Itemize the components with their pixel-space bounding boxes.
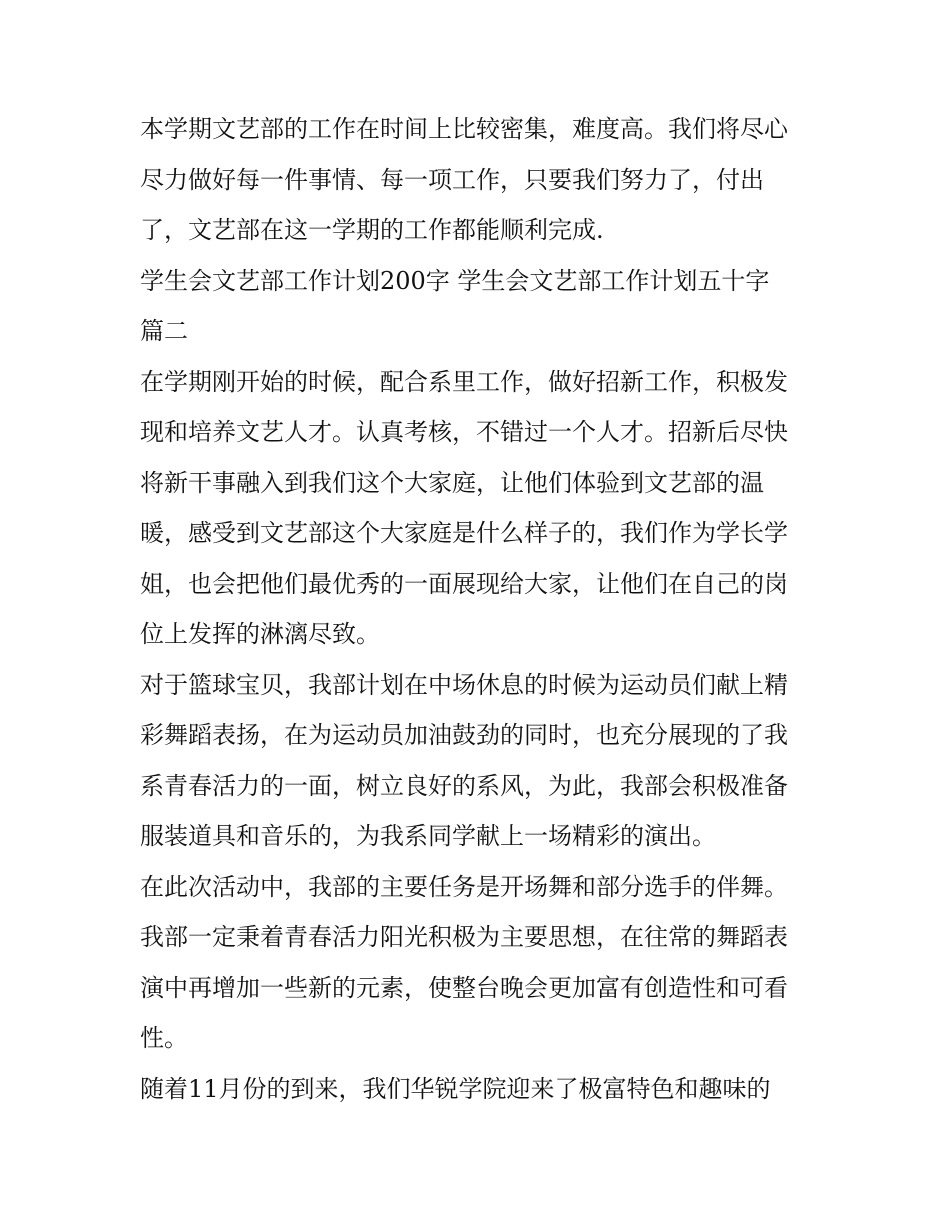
text-line: 彩舞蹈表扬，在为运动员加油鼓劲的同时，也充分展现的了我 [140,721,788,749]
text-line: 随着11月份的到来，我们华锐学院迎来了极富特色和趣味的 [140,1074,771,1103]
text-line: 对于篮球宝贝，我部计划在中场休息的时候为运动员们献上精 [140,670,788,699]
text-line: 在学期刚开始的时候，配合系里工作，做好招新工作，积极发 [140,367,788,396]
text-line: 我部一定秉着青春活力阳光积极为主要思想，在往常的舞蹈表 [140,923,788,951]
text-line: 暖，感受到文艺部这个大家庭是什么样子的，我们作为学长学 [140,519,788,547]
text-line: 位上发挥的淋漓尽致。 [140,620,380,648]
text-line: 在此次活动中，我部的主要任务是开场舞和部分选手的伴舞。 [140,872,788,901]
document-body [140,104,820,1114]
text-line: 系青春活力的一面，树立良好的系风，为此，我部会积极准备 [140,771,788,800]
section-heading: 学生会文艺部工作计划200字 学生会文艺部工作计划五十字 [140,266,770,295]
text-line: 演中再增加一些新的元素，使整台晚会更加富有创造性和可看 [140,973,788,1002]
text-line: 本学期文艺部的工作在时间上比较密集，难度高。我们将尽心 [140,115,788,143]
text-line: 现和培养文艺人才。认真考核，不错过一个人才。招新后尽快 [140,418,788,446]
text-line: 了，文艺部在这一学期的工作都能顺利完成. [140,216,604,244]
text-line: 姐，也会把他们最优秀的一面展现给大家，让他们在自己的岗 [140,569,788,598]
text-line: 将新干事融入到我们这个大家庭，让他们体验到文艺部的温 [140,468,764,497]
section-subheading: 篇二 [140,317,188,345]
text-line: 性。 [140,1024,188,1052]
text-line: 服装道具和音乐的，为我系同学献上一场精彩的演出。 [140,822,716,850]
text-line: 尽力做好每一件事情、每一项工作，只要我们努力了，付出 [140,165,764,194]
